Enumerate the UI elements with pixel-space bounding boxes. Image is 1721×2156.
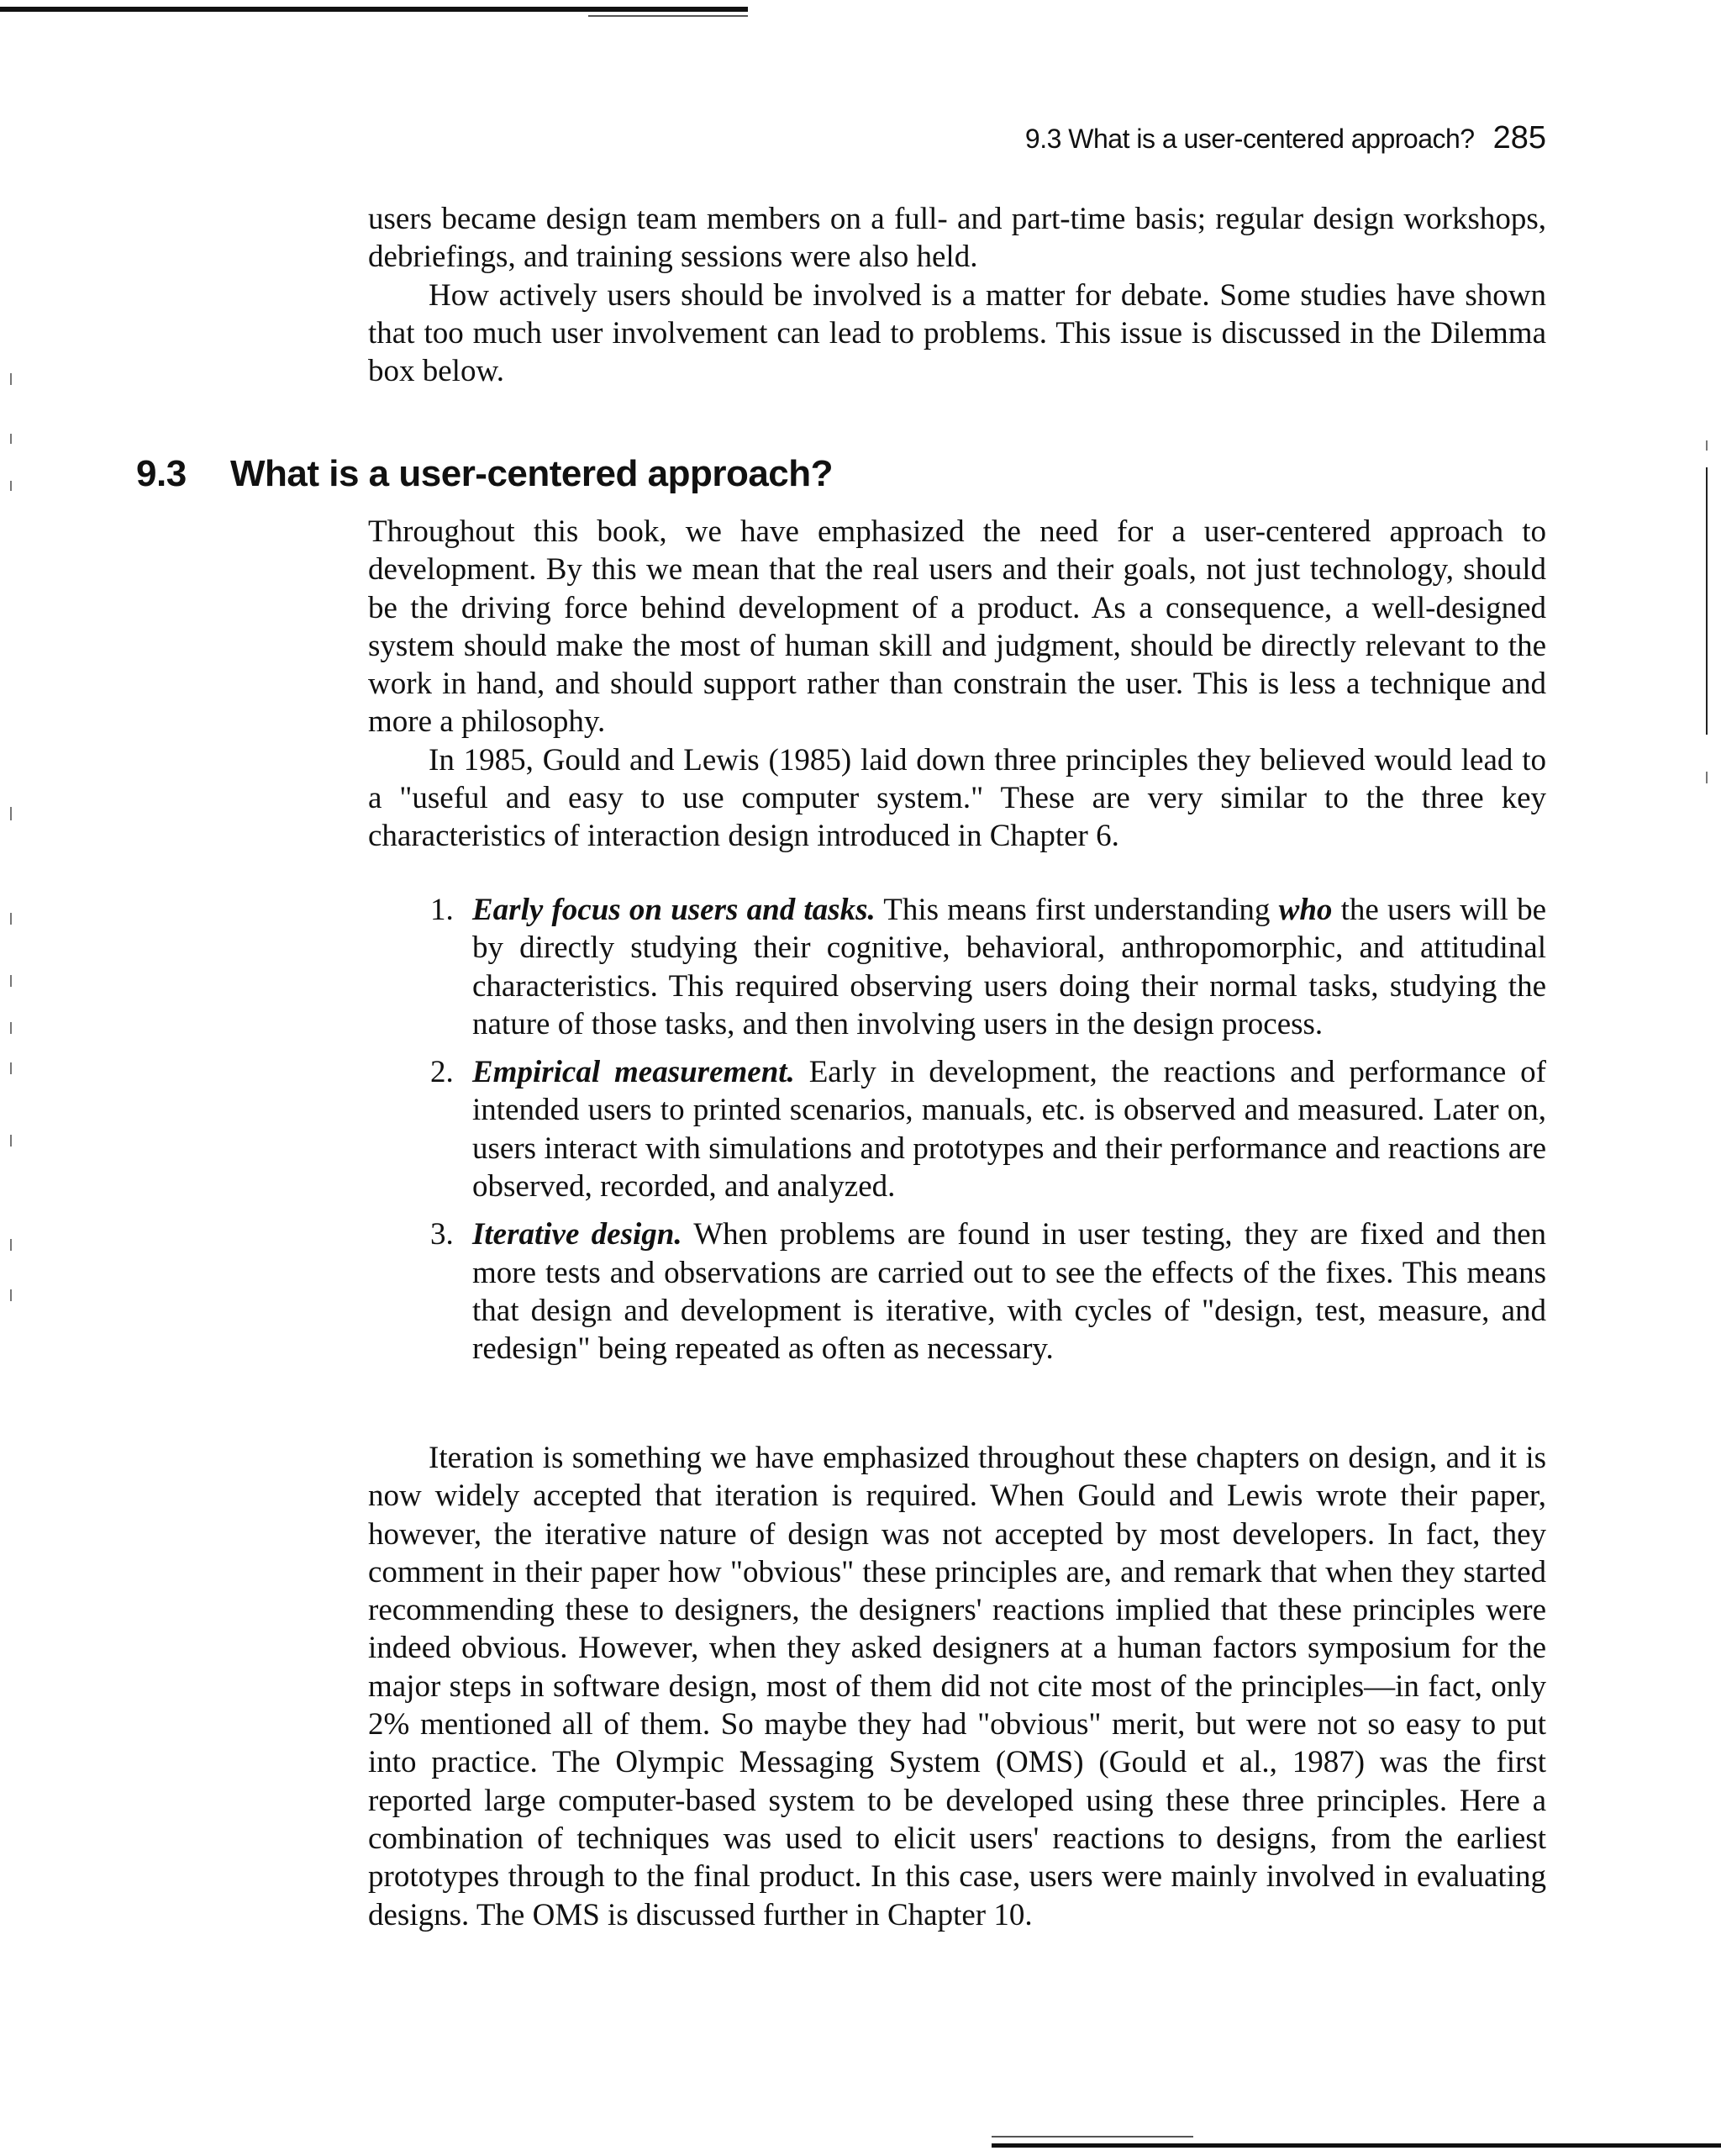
section-title: What is a user-centered approach? — [230, 453, 834, 494]
margin-mark — [10, 975, 12, 987]
list-item-number: 1. — [430, 893, 454, 927]
section-number: 9.3 — [136, 453, 187, 494]
intro-paragraph-2: How actively users should be involved is a matter for debate. Some studies have shown that too much user involvement can lead to problems. This issue is discussed in the Dilemma box below. — [368, 277, 1546, 389]
body-paragraph-1: Throughout this book, we have emphasized the need for a user-centered approach to development. By this we mean that the real users and their goals, not just technology, should be the driving force behind development of a product. As a consequence, a well-designed system should make the most of human skill and judgment, should be directly relevant to the work in hand, and should support rather than constrain the user. This is less a technique and more a philosophy. — [368, 514, 1546, 740]
list-item — [430, 1215, 1546, 1368]
bottom-rule-thin — [992, 2136, 1193, 2138]
margin-mark — [1706, 440, 1708, 451]
margin-mark — [10, 807, 12, 820]
section-heading — [136, 451, 833, 498]
section-body — [368, 513, 1546, 856]
margin-mark — [1706, 467, 1708, 735]
margin-mark — [10, 913, 12, 925]
top-rule-thin — [588, 15, 748, 17]
list-item-number: 2. — [430, 1055, 454, 1090]
body-paragraph-2: In 1985, Gould and Lewis (1985) laid down three principles they believed would lead to a "useful and easy to use computer system." These are very similar to the three key characteristics of interaction design introduced in Chapter 6. — [368, 742, 1546, 854]
closing-paragraph: Iteration is something we have emphasized throughout these chapters on design, and it is now widely accepted that iteration is required. When Gould and Lewis wrote their paper, however, the iterative nature of design was not accepted by most developers. In fact, they comment in their paper how "obvious" these principles are, and remark that when they started recommending these to designers, the designers' reactions implied that these principles were indeed obvious. However, when they asked designers at a human factors symposium for the major steps in software design, most of them did not cite most of the principles—in fact, only 2% mentioned all of them. So maybe they had "obvious" merit, but were not so easy to put into practice. The Olympic Messaging System (OMS) (Gould et al., 1987) was the first reported large computer-based system to be developed using these three principles. Here a combination of techniques was used to elicit users' reactions to designs, from the earliest prototypes through to the final product. In this case, users were mainly involved in evaluating designs. The OMS is discussed further in Chapter 10. — [368, 1441, 1546, 1932]
intro-paragraph-1: users became design team members on a full- and part-time basis; regular design workshops, debriefings, and training sessions were also held. — [368, 202, 1546, 275]
list-item — [430, 891, 1546, 1043]
intro-text — [368, 200, 1546, 390]
bottom-rule — [992, 2143, 1721, 2148]
margin-mark — [10, 373, 12, 385]
list-item-text-continued: the users will be by directly studying their cognitive, behavioral, anthropomorphic, and attitudinal characteristics. This required observing users doing their normal tasks, studying the nature of those tasks, and then involving users in the design process. — [472, 893, 1546, 1041]
list-item-text: This means first understanding — [875, 893, 1279, 927]
margin-mark — [10, 434, 12, 444]
list-item-emphasis: who — [1278, 893, 1333, 927]
page-number: 285 — [1492, 120, 1546, 156]
principles-list — [430, 891, 1546, 1368]
margin-mark — [10, 481, 12, 491]
top-rule — [0, 7, 748, 12]
list-item — [430, 1053, 1546, 1205]
list-item-text: Early in development, the reactions and performance of intended users to printed scenarios, manuals, etc. is observed and measured. Later on, users interact with simulations and prototypes and their performance and reactions are observed, recorded, and analyzed. — [472, 1055, 1546, 1205]
list-item-number: 3. — [430, 1217, 454, 1252]
list-item-term: Empirical measurement. — [472, 1055, 795, 1090]
closing-text — [368, 1439, 1546, 1934]
list-item-text: When problems are found in user testing, they are fixed and then more tests and observations are carried out to see the effects of the fixes. This means that design and development is iterative, with cycles of "design, test, measure, and redesign" being repeated as often as necessary. — [472, 1217, 1546, 1367]
margin-mark — [10, 1062, 12, 1074]
running-header — [924, 118, 1546, 159]
margin-mark — [10, 1239, 12, 1251]
margin-mark — [10, 1289, 12, 1301]
margin-mark — [10, 1022, 12, 1034]
list-item-term: Early focus on users and tasks. — [472, 893, 876, 927]
margin-mark — [1706, 772, 1708, 783]
running-header-section: 9.3 What is a user-centered approach? — [1024, 124, 1475, 154]
list-item-term: Iterative design. — [472, 1217, 682, 1252]
margin-mark — [10, 1135, 12, 1147]
